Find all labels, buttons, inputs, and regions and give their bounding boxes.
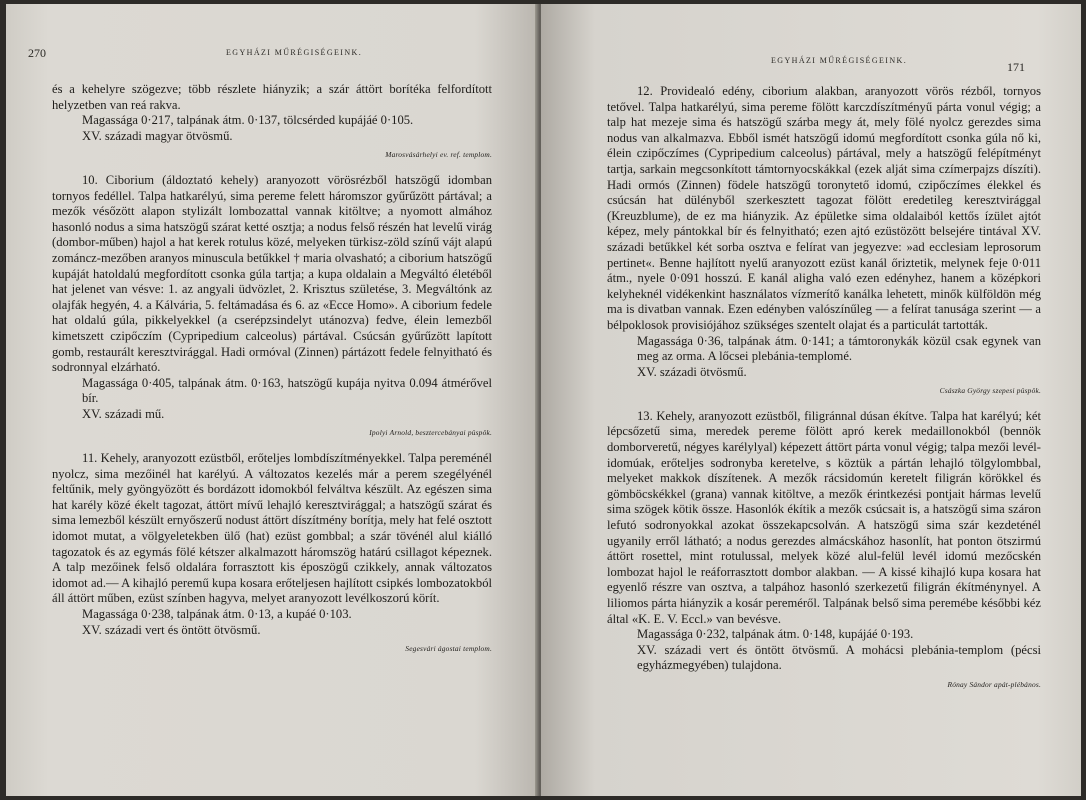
measurement-line: XV. századi mű. [82,406,165,421]
left-page [6,4,539,796]
catalog-entry-paragraph: 12. Providealó edény, ciborium alakban, aranyozott vörös rézből, tornyos tetővel. Talpa hatkarélyú, sima pereme fölött karczdíszítményű párta vonul végig; a talp hat mezeje sima és hatszögű szárba megy át, mely fölé nyolcz gerezdes sima nodus van alkalmazva. Ebből ismét hatszögű idomú megfordított csonka gúla nő ki, élein czipőczímes (Cypripedium calceolus) pártával, mely a hatszögű felépítményt tartja, sarkain megcsonkított támtornyocskákkal (ezek alját sima czímerpajzs díszíti). Hadi ormós (Zinnen) födele hatszögű toronytető idomú, czipőczímes élekkel és csúcsán hat dülényből szerkesztett tagozat fölött eredetileg keresztvirággal (Kreuzblume), de ez ma hiányzik. Az épületke sima oldalaiból kettős ízület ajtót képez, mely pántokkal bír és felnyitható; ezen ajtó ezüstözött belsejére tintával XV. századi betűkkel két sorba osztva e felírat van jegyezve: »ad ecclesiam leprosorum pertinet«. Benne hajlított nyelű aranyozott ezüst kanál őriztetik, melynek feje 0·011 átm., nyele 0·091 hosszú. E kanál aligha való ezen edényhez, hanem a középkori kelyheknél vidékenkint használatos vízmerítő kanálka lehetett, minők külföldön még ma is divatban vannak. Ezen edényben valószínűleg — a felírat tanusága szerint — a bélpoklosok provisiójához szükséges szentelt olajat és a particulát tartották. [607,84,1041,332]
measurement-line: Magassága 0·217, talpának átm. 0·137, tölcsérded kupájáé 0·105. [82,113,414,128]
left-page-text [52,82,492,661]
right-page-text [607,74,1041,697]
measurement-line: XV. századi ötvösmű. [637,364,747,379]
catalog-entry-paragraph: 11. Kehely, aranyozott ezüstből, erőteljes lombdíszítményekkel. Talpa pereménél nyolcz, sima mezőinél hat karélyú. A változatos kezelés már a perem szegélyénél feltűnik, mely gyöngyözött és bordázott idomokból felváltva készült. Az egészen sima hat karély közé ékelt tagozat, áttört mívű lehajló keresztvirággal; a hatszögű szárat és sima lemezből készült ernyőszerű nodust áttört díszítmény borítja, mely hat felé osztott idomot mutat, a völgyeletekben ülő (hat) ezüst gombbal; a szár tövénél alul kiálló tagozatok és az egymás fölé kétszer alkalmazott háromszög határú csillagot képeznek. A talp mezőinek felső oldalára forrasztott kis époszögű czikkely, annak változatos idomot ad.— A kihajló peremű kupa kosara erőteljesen hajlított csipkés lombozatokból áll áttört műben, ezüst színben hagyva, melyet aranyozott levélkoszorú körít. [52,451,492,606]
left-page-number: 270 [28,46,46,60]
continued-paragraph: és a kehelyre szögezve; több részlete hiányzik; a szár áttört borítéka felfordított helyzetben van reá rakva. [52,82,492,112]
measurement-line: Magassága 0·405, talpának átm. 0·163, hatszögű kupája nyitva 0.094 átmérővel bír. [82,375,492,406]
measurement-line: Magassága 0·232, talpának átm. 0·148, kupájáé 0·193. [637,627,914,642]
right-page [541,4,1081,796]
left-running-head: EGYHÁZI MŰRÉGISÉGEINK. [226,48,363,57]
catalog-entry-paragraph: 13. Kehely, aranyozott ezüstből, filigránnal dúsan ékítve. Talpa hat karélyú; két lépcsőzetű sima, meredek pereme fölött apró kerek medaillonokból (bennök domborveretű, négyes karélylyal) képezett áttört párta vonul végig; talpa mezői levél-idomúak, erőteljes sodronyba keretelve, s köztük a pártán lehajló tölgylombbal, melyeket makkok díszítenek. A mezők rácsidomún keretelt filigrán körökkel és gömböcskékkel (grana) vannak kitöltve, a mezők érintkezési pontjait hármas levelű sima szögek kötik össze. Hasonlók ékítik a mezők csúcsait is, a hatszögű sima száron lefutó sodronyokkal azokat összekapcsolván. A hatszögű sima szár kezdeténél ugyanily erről látható; a nodus gerezdes almácskához hasonlít, hat ponton ötszirmú áttört rosettel, mint rotulussal, melyek közé alul-felül levél idomú mezőcskén lombozat hajol le reáforrasztott dombor alakban. — A kissé kihajló kupa kosara hat egyenlő részre van osztva, a talpához hasonló szerkezetű filigrán ékítménynyel. A liliomos párta hiányzik a kosár pereméről. Talpának belső sima peremébe későbbi kéz által «K. E. V. Eccl.» van bevésve. [607,408,1041,626]
measurement-line: XV. századi magyar ötvösmű. [82,128,233,143]
catalog-entry-paragraph: 10. Ciborium (áldoztató kehely) aranyozott vörösrézből hatszögű idomban tornyos fedéllel. Talpa hatkarélyú, sima pereme felett háromszor gyűrűzött pártával; a mezők vésőzött alapon stylizált lombozattal vannak kitöltve; a nyomott almához hasonló nodus a sima hatszögű szárat ketté osztja; a nodus felső részén hat levelű virág (dombor-műben) hajol a hat kerek rotulus közé, melyeken türkisz-zöld színű vájt alapú zománcz-mezőben aranyos minuscula betűkkel † maria olvasható; a ciborium hatszögű kupáját hatoldalú megfordított csonka gúla tartja; a kupa oldalain a Megváltó életéből hat jelenet van vésve: 1. az angyali üdvözlet, 2. Krisztus születése, 3. Megváltónk az olajfák hegyén, 4. a Kálvária, 5. feltámadása és 6. az «Ecce Homo». A ciborium fedele hat oldalú gúla, pikkelyekkel (a cserépzsindelyt utánozva) fedve, élein lemezből kimetszett czipőczím (Cypripedium calceolus) pártával. Csúcsán gyűrűzött lapított gomb, restaurált keresztvirággal. Hadi ormóval (Zinnen) pártázott fedele felnyitható és sodronnyal elzárható. [52,172,492,375]
measurement-line: XV. századi vert és öntött ötvösmű. A mohácsi plebánia-templom (pécsi egyházmegyében) tulajdona. [637,642,1041,673]
owner-signature: Rónay Sándor apát-plébános. [947,679,1041,689]
measurement-line: Magassága 0·36, talpának átm. 0·141; a támtoronykák közül csak egynek van meg az orma. A lőcsei plebánia-templomé. [637,333,1041,364]
owner-signature: Segesvári ágostai templom. [405,644,492,654]
owner-signature: Császka György szepesi püspök. [939,386,1041,396]
owner-signature: Ipolyi Arnold, besztercebányai püspök. [369,428,492,438]
right-running-head: EGYHÁZI MŰRÉGISÉGEINK. [771,56,908,65]
right-page-number: 171 [1007,60,1025,74]
measurement-line: Magassága 0·238, talpának átm. 0·13, a kupáé 0·103. [82,607,352,621]
measurement-line: XV. századi vert és öntött ötvösmű. [82,622,261,637]
owner-signature: Marosvásárhelyi ev. ref. templom. [385,150,492,160]
